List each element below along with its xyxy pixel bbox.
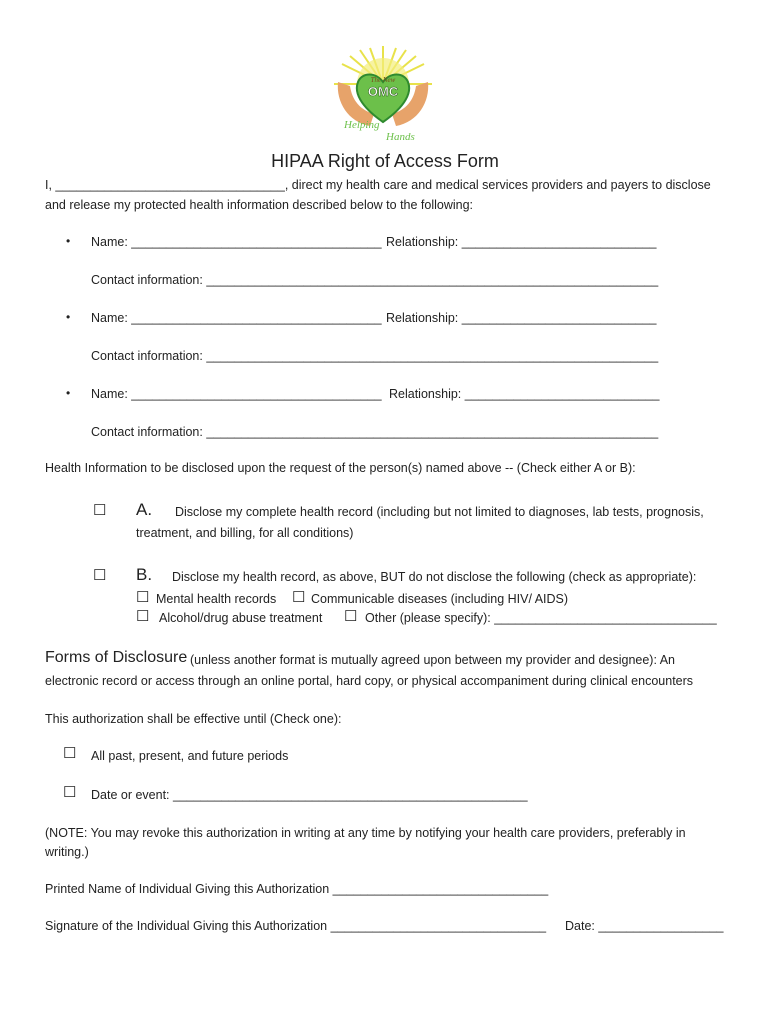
option-b-line-1: Disclose my health record, as above, BUT do not disclose the following (check as appropriate): [172, 570, 697, 584]
omc-helping-hands-logo [330, 44, 436, 144]
other-checkbox[interactable]: ☐ [344, 608, 358, 625]
printed-name-field[interactable]: Printed Name of Individual Giving this Authorization _______________________________ [45, 882, 549, 896]
option-b-checkbox[interactable]: ☐ [93, 567, 107, 584]
recipient-3-name-field[interactable]: Name: ____________________________________ [91, 387, 382, 401]
mental-health-label: Mental health records [156, 592, 277, 606]
option-a-letter: A. [136, 500, 153, 519]
logo-main-text: OMC [367, 84, 399, 99]
option-a-line-1: Disclose my complete health record (including but not limited to diagnoses, lab tests, prognosis, [175, 505, 704, 519]
other-specify-field[interactable]: Other (please specify): ________________________________ [365, 611, 717, 625]
alcohol-drug-label: Alcohol/drug abuse treatment [159, 611, 323, 625]
recipient-3-contact-field[interactable]: Contact information: _________________________________________________________________ [91, 425, 659, 439]
recipient-1-relationship-field[interactable]: Relationship: ____________________________ [386, 235, 657, 249]
bullet-icon: • [66, 234, 71, 248]
all-periods-label: All past, present, and future periods [91, 749, 289, 763]
mental-health-checkbox[interactable]: ☐ [136, 589, 150, 606]
logo-script-text-1: Helping [344, 119, 380, 131]
all-periods-checkbox[interactable]: ☐ [63, 745, 77, 762]
bullet-icon: • [66, 310, 71, 324]
logo-top-text: The New [370, 76, 396, 84]
option-a-checkbox[interactable]: ☐ [93, 502, 107, 519]
date-field[interactable]: Date: __________________ [565, 919, 724, 933]
logo-script-text-2: Hands [386, 131, 415, 143]
health-info-prompt: Health Information to be disclosed upon the request of the person(s) named above -- (Check either A or B): [45, 461, 636, 475]
forms-heading: Forms of Disclosure [45, 649, 188, 666]
intro-line-2: and release my protected health information described below to the following: [45, 198, 474, 212]
note-line-2: writing.) [45, 845, 89, 859]
option-a-line-2: treatment, and billing, for all conditions) [136, 526, 354, 540]
effective-prompt: This authorization shall be effective until (Check one): [45, 712, 342, 726]
recipient-2-relationship-field[interactable]: Relationship: ____________________________ [386, 311, 657, 325]
communicable-diseases-label: Communicable diseases (including HIV/ AIDS) [311, 592, 569, 606]
recipient-2-contact-field[interactable]: Contact information: _________________________________________________________________ [91, 349, 659, 363]
recipient-1-contact-field[interactable]: Contact information: _________________________________________________________________ [91, 273, 659, 287]
recipient-1-name-field[interactable]: Name: ____________________________________ [91, 235, 382, 249]
date-event-checkbox[interactable]: ☐ [63, 784, 77, 801]
option-b-letter: B. [136, 565, 153, 584]
recipient-2-name-field[interactable]: Name: ____________________________________ [91, 311, 382, 325]
recipient-3-relationship-field[interactable]: Relationship: ____________________________ [389, 387, 660, 401]
forms-text-2: electronic record or access through an online portal, hard copy, or physical accompaniment during clinical encounters [45, 674, 694, 688]
communicable-diseases-checkbox[interactable]: ☐ [292, 589, 306, 606]
forms-text-1: (unless another format is mutually agreed upon between my provider and designee): An [190, 653, 676, 667]
note-line-1: (NOTE: You may revoke this authorization in writing at any time by notifying your health care providers, preferably in [45, 826, 686, 840]
date-event-field[interactable]: Date or event: ___________________________________________________ [91, 788, 528, 802]
bullet-icon: • [66, 386, 71, 400]
page-title: HIPAA Right of Access Form [271, 151, 499, 171]
intro-line-1: I, _________________________________, direct my health care and medical services providers and payers to disclose [45, 178, 711, 192]
signature-field[interactable]: Signature of the Individual Giving this Authorization _______________________________ [45, 919, 547, 933]
alcohol-drug-checkbox[interactable]: ☐ [136, 608, 150, 625]
